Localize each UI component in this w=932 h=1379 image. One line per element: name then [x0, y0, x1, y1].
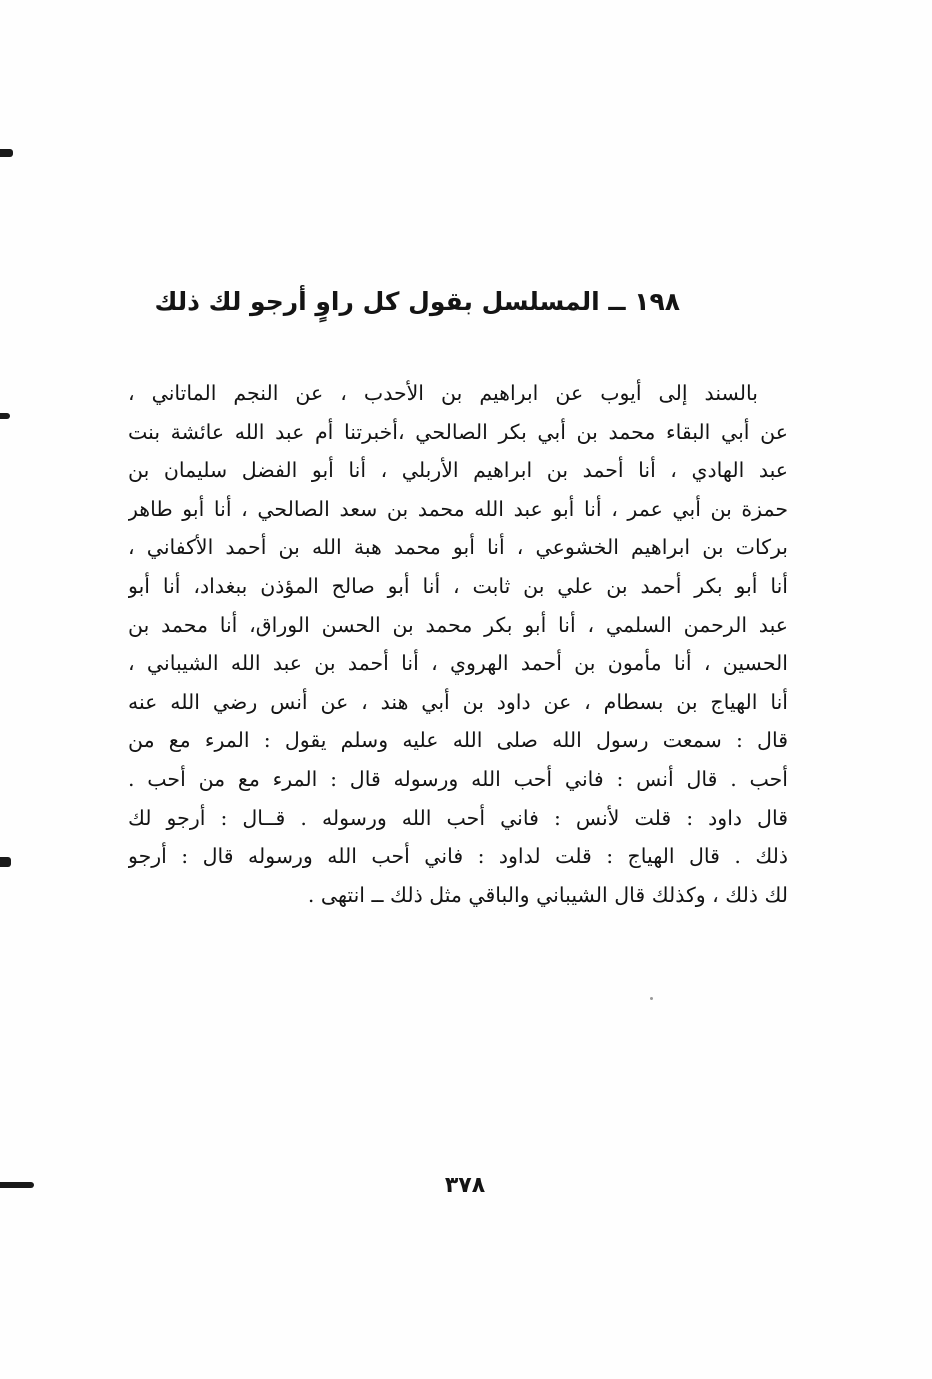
body-text [128, 374, 788, 914]
text-line: حمزة بن أبي عمر ، أنا أبو عبد الله محمد بن سعد الصالحي ، أنا أبو طاهر [128, 496, 788, 521]
text-line: بركات بن ابراهيم الخشوعي ، أنا أبو محمد هبة الله بن أحمد الأكفاني ، [128, 535, 788, 560]
text-line: عبد الهادي ، أنا أحمد بن ابراهيم الأربلي ، أنا أبو الفضل سليمان بن [128, 458, 788, 483]
scan-edge-mark [0, 413, 10, 419]
scan-edge-mark [0, 149, 13, 157]
text-line: بالسند إلى أيوب عن ابراهيم بن الأحدب ، عن النجم الماتاني ، [128, 381, 758, 405]
text-line: ذلك . قال الهياج : قلت لداود : فاني أحب الله ورسوله قال : أرجو [128, 844, 788, 869]
text-line: قال داود : قلت لأنس : فاني أحب الله ورسوله . قــال : أرجو لك [128, 805, 788, 830]
scan-edge-mark [0, 1182, 34, 1188]
section-heading: ١٩٨ ــ المسلسل بقول كل راوٍ أرجو لك ذلك [154, 287, 680, 316]
text-line: الحسين ، أنا مأمون بن أحمد الهروي ، أنا أحمد بن عبد الله الشيباني ، [128, 651, 788, 676]
text-line: لك ذلك ، وكذلك قال الشيباني والباقي مثل ذلك ــ انتهى . [307, 882, 788, 907]
page-number: ٣٧٨ [444, 1173, 486, 1198]
text-line: أنا أبو بكر أحمد بن علي بن ثابت ، أنا أبو صالح المؤذن ببغداد، أنا أبو [128, 573, 788, 598]
scan-edge-mark [0, 857, 11, 867]
text-line: قال : سمعت رسول الله صلى الله عليه وسلم يقول : المرء مع من [128, 728, 788, 753]
text-line: عن أبي البقاء محمد بن أبي بكر الصالحي ،أخبرتنا أم عبد الله عائشة بنت [128, 419, 788, 444]
text-line: عبد الرحمن السلمي ، أنا أبو بكر محمد بن الحسن الوراق، أنا محمد بن [128, 612, 788, 637]
scan-speck [650, 997, 653, 1000]
text-line: أحب . قال أنس : فاني أحب الله ورسوله قال : المرء مع من أحب . [128, 766, 788, 791]
text-line: أنا الهياج بن بسطام ، عن داود بن أبي هند ، عن أنس رضي الله عنه [128, 689, 788, 714]
